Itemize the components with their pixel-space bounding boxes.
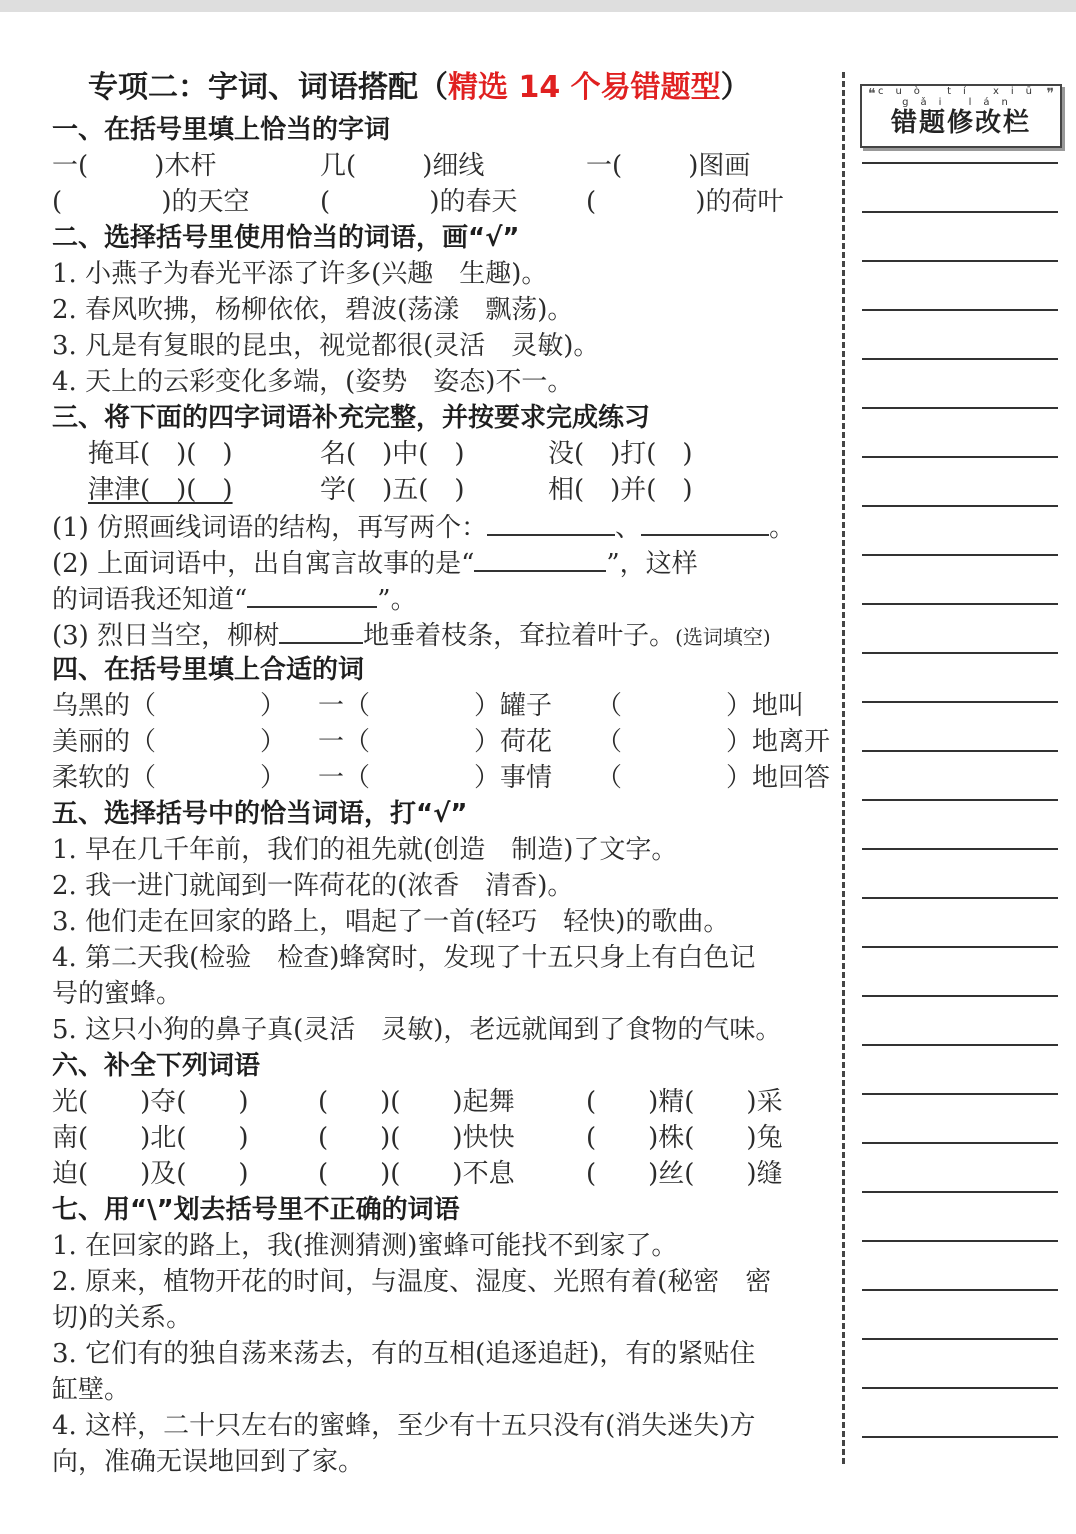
s3-q2d-text: ”。 xyxy=(377,585,417,615)
correction-line[interactable] xyxy=(862,995,1058,997)
correction-line[interactable] xyxy=(862,848,1058,850)
correction-line[interactable] xyxy=(862,750,1058,752)
s4-item[interactable]: 美丽的（ ） xyxy=(52,727,287,757)
s6-item[interactable]: ( )( )快快 xyxy=(318,1123,515,1153)
quote-mark-icon: ❞ xyxy=(1046,86,1054,102)
s6-item[interactable]: 光( )夺( ) xyxy=(52,1087,249,1117)
correction-line[interactable] xyxy=(862,260,1058,262)
s5-question[interactable]: 5. 这只小狗的鼻子真(灵活 灵敏)，老远就闻到了食物的气味。 xyxy=(52,1015,782,1045)
section-1-heading: 一、在括号里填上恰当的字词 xyxy=(52,115,391,145)
correction-line[interactable] xyxy=(862,946,1058,948)
sidebar-pinyin: cuò tí xiū gǎi lán xyxy=(877,86,1045,108)
correction-line[interactable] xyxy=(862,1191,1058,1193)
answer-blank[interactable] xyxy=(474,544,606,572)
quote-mark-icon: ❝ xyxy=(868,86,876,102)
s7-question[interactable]: 1. 在回家的路上，我(推测猜测)蜜蜂可能找不到家了。 xyxy=(52,1231,678,1261)
correction-line[interactable] xyxy=(862,897,1058,899)
s5-question[interactable]: 2. 我一进门就闻到一阵荷花的(浓香 清香)。 xyxy=(52,871,574,901)
s4-item[interactable]: 一（ ）罐子 xyxy=(318,691,553,721)
s2-question[interactable]: 3. 凡是有复眼的昆虫，视觉都很(灵活 灵敏)。 xyxy=(52,331,600,361)
section-3-heading: 三、将下面的四字词语补充完整，并按要求完成练习 xyxy=(52,403,651,433)
s4-item[interactable]: （ ）地回答 xyxy=(596,763,831,793)
page-title xyxy=(88,66,751,110)
s3-idiom[interactable]: 没( )打( ) xyxy=(548,439,693,469)
s5-question[interactable]: 1. 早在几千年前，我们的祖先就(创造 制造)了文字。 xyxy=(52,835,678,865)
s3-idiom[interactable]: 学( )五( ) xyxy=(320,475,465,505)
title-suffix: ） xyxy=(720,70,751,105)
sidebar-title: 错题修改栏 xyxy=(890,108,1031,138)
correction-line[interactable] xyxy=(862,407,1058,409)
correction-line[interactable] xyxy=(862,162,1058,164)
answer-blank[interactable] xyxy=(487,508,615,536)
s1-item[interactable]: 几( )细线 xyxy=(320,151,485,181)
correction-line[interactable] xyxy=(862,1387,1058,1389)
correction-column-header xyxy=(860,84,1062,148)
s6-item[interactable]: ( )( )不息 xyxy=(318,1159,515,1189)
correction-line[interactable] xyxy=(862,1240,1058,1242)
s3-q2 xyxy=(52,544,698,582)
s3-idiom[interactable]: 相( )并( ) xyxy=(548,475,693,505)
correction-line[interactable] xyxy=(862,1142,1058,1144)
s4-item[interactable]: 乌黑的（ ） xyxy=(52,691,287,721)
section-7-heading: 七、用“\”划去括号里不正确的词语 xyxy=(52,1195,460,1225)
s3-q3-text: (3) 烈日当空，柳树 xyxy=(52,621,280,651)
dashed-divider xyxy=(842,72,845,1464)
s3-q2-cont xyxy=(52,580,417,618)
s3-q1-end: 。 xyxy=(769,513,796,543)
correction-line[interactable] xyxy=(862,309,1058,311)
correction-line[interactable] xyxy=(862,701,1058,703)
s6-item[interactable]: 南( )北( ) xyxy=(52,1123,249,1153)
section-4-heading: 四、在括号里填上合适的词 xyxy=(52,655,365,685)
correction-line[interactable] xyxy=(862,456,1058,458)
s3-idiom[interactable]: 名( )中( ) xyxy=(320,439,465,469)
s3-q1 xyxy=(52,508,795,546)
correction-line[interactable] xyxy=(862,1289,1058,1291)
s4-item[interactable]: 一（ ）事情 xyxy=(318,763,553,793)
answer-blank[interactable] xyxy=(279,616,363,644)
s6-item[interactable]: 迫( )及( ) xyxy=(52,1159,249,1189)
title-highlight: 精选 14 个易错题型 xyxy=(448,70,721,105)
correction-line[interactable] xyxy=(862,211,1058,213)
s7-question-cont: 缸壁。 xyxy=(52,1375,131,1405)
section-5-heading: 五、选择括号中的恰当词语，打“√” xyxy=(52,799,468,829)
s3-q1-text: (1) 仿照画线词语的结构，再写两个： xyxy=(52,513,488,543)
s3-q2-text: (2) 上面词语中，出自寓言故事的是“ xyxy=(52,549,475,579)
s2-question[interactable]: 1. 小燕子为春光平添了许多(兴趣 生趣)。 xyxy=(52,259,548,289)
s1-item[interactable]: 一( )木杆 xyxy=(52,151,217,181)
s3-q3 xyxy=(52,616,771,655)
s3-q2-text-end: ”，这样 xyxy=(606,549,698,579)
s4-item[interactable]: 一（ ）荷花 xyxy=(318,727,553,757)
s5-question[interactable]: 3. 他们走在回家的路上，唱起了一首(轻巧 轻快)的歌曲。 xyxy=(52,907,730,937)
title-prefix: 专项二：字词、词语搭配（ xyxy=(88,70,448,105)
s7-question-cont: 向，准确无误地回到了家。 xyxy=(52,1447,365,1477)
s3-q2c-text: 的词语我还知道“ xyxy=(52,585,248,615)
s2-question[interactable]: 4. 天上的云彩变化多端，(姿势 姿态)不一。 xyxy=(52,367,574,397)
s5-question-cont: 号的蜜蜂。 xyxy=(52,979,183,1009)
s1-item[interactable]: 一( )图画 xyxy=(586,151,751,181)
s6-item[interactable]: ( )( )起舞 xyxy=(318,1087,515,1117)
s6-item[interactable]: ( )精( )采 xyxy=(586,1087,783,1117)
s6-item[interactable]: ( )丝( )缝 xyxy=(586,1159,783,1189)
s6-item[interactable]: ( )株( )兔 xyxy=(586,1123,783,1153)
s7-question[interactable]: 2. 原来，植物开花的时间，与温度、湿度、光照有着(秘密 密 xyxy=(52,1267,772,1297)
s2-question[interactable]: 2. 春风吹拂，杨柳依依，碧波(荡漾 飘荡)。 xyxy=(52,295,574,325)
correction-line[interactable] xyxy=(862,554,1058,556)
s3-idiom-underlined[interactable]: 津津( )( ) xyxy=(88,475,233,505)
s1-item[interactable]: ( )的春天 xyxy=(320,187,518,217)
answer-blank[interactable] xyxy=(641,508,769,536)
correction-line[interactable] xyxy=(862,799,1058,801)
s7-question[interactable]: 4. 这样，二十只左右的蜜蜂，至少有十五只没有(消失迷失)方 xyxy=(52,1411,756,1441)
correction-line[interactable] xyxy=(862,1093,1058,1095)
s7-question-cont: 切)的关系。 xyxy=(52,1303,193,1333)
correction-line[interactable] xyxy=(862,603,1058,605)
s3-q3-text-end: 地垂着枝条，耷拉着叶子。 xyxy=(363,621,676,651)
correction-line[interactable] xyxy=(862,1436,1058,1438)
correction-line[interactable] xyxy=(862,1338,1058,1340)
s4-item[interactable]: （ ）地叫 xyxy=(596,691,805,721)
s3-q3-hint: (选词填空) xyxy=(675,625,771,649)
s4-item[interactable]: （ ）地离开 xyxy=(596,727,831,757)
correction-line[interactable] xyxy=(862,505,1058,507)
s3-q1-sep: 、 xyxy=(615,513,642,543)
correction-line[interactable] xyxy=(862,358,1058,360)
s1-item[interactable]: ( )的荷叶 xyxy=(586,187,784,217)
s3-idiom[interactable]: 掩耳( )( ) xyxy=(88,439,233,469)
s7-question[interactable]: 3. 它们有的独自荡来荡去，有的互相(追逐追赶)，有的紧贴住 xyxy=(52,1339,756,1369)
s4-item[interactable]: 柔软的（ ） xyxy=(52,763,287,793)
correction-line[interactable] xyxy=(862,1044,1058,1046)
s1-item[interactable]: ( )的天空 xyxy=(52,187,250,217)
s5-question[interactable]: 4. 第二天我(检验 检查)蜂窝时，发现了十五只身上有白色记 xyxy=(52,943,756,973)
correction-line[interactable] xyxy=(862,652,1058,654)
answer-blank[interactable] xyxy=(247,580,377,608)
section-2-heading: 二、选择括号里使用恰当的词语，画“√” xyxy=(52,223,520,253)
section-6-heading: 六、补全下列词语 xyxy=(52,1051,261,1081)
